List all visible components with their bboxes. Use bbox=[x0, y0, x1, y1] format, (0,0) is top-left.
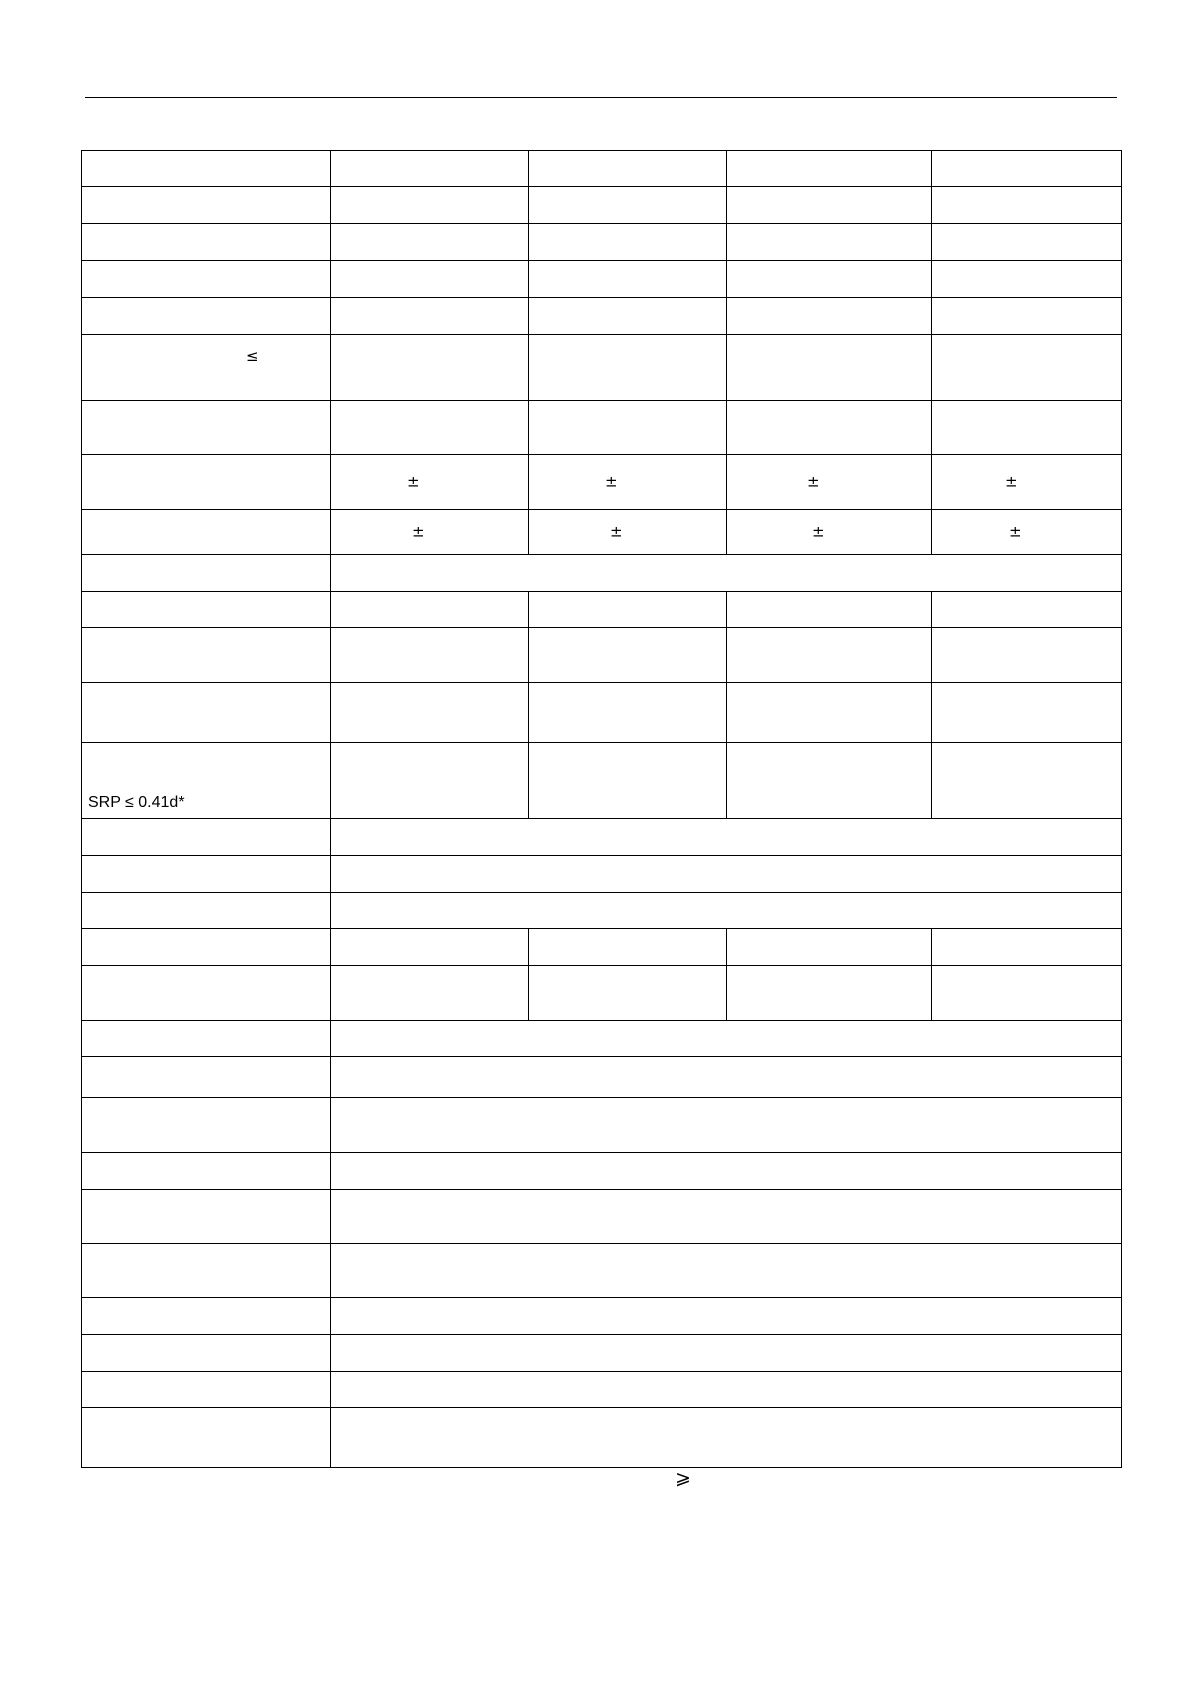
table-cell bbox=[932, 151, 1122, 187]
table-row bbox=[82, 856, 1122, 893]
table-cell bbox=[331, 510, 529, 555]
table-cell bbox=[932, 261, 1122, 298]
srp-condition-label: SRP ≤ 0.41d* bbox=[88, 794, 185, 811]
table-cell bbox=[331, 819, 1122, 856]
table-cell bbox=[932, 224, 1122, 261]
specification-table bbox=[81, 150, 1122, 1468]
table-cell bbox=[82, 1098, 331, 1153]
table-cell bbox=[331, 151, 529, 187]
table-cell bbox=[331, 929, 529, 966]
table-row bbox=[82, 1153, 1122, 1190]
table-cell bbox=[932, 335, 1122, 401]
table-cell bbox=[82, 401, 331, 455]
table-cell bbox=[82, 1372, 331, 1408]
table-row bbox=[82, 298, 1122, 335]
table-cell bbox=[529, 743, 727, 819]
plus-minus-symbol: ± bbox=[412, 522, 425, 541]
table-cell bbox=[932, 298, 1122, 335]
table-row bbox=[82, 683, 1122, 743]
table-cell bbox=[82, 261, 331, 298]
plus-minus-symbol: ± bbox=[807, 472, 820, 491]
table-cell bbox=[82, 1057, 331, 1098]
table-row bbox=[82, 819, 1122, 856]
table-cell bbox=[727, 298, 932, 335]
table-cell bbox=[331, 1372, 1122, 1408]
table-cell bbox=[727, 628, 932, 683]
table-cell bbox=[529, 187, 727, 224]
table-cell bbox=[932, 929, 1122, 966]
table-cell bbox=[331, 1335, 1122, 1372]
table-cell bbox=[727, 335, 932, 401]
table-cell bbox=[727, 929, 932, 966]
table-cell bbox=[529, 683, 727, 743]
table-cell bbox=[727, 743, 932, 819]
table-cell bbox=[932, 628, 1122, 683]
table-cell bbox=[727, 261, 932, 298]
table-row bbox=[82, 510, 1122, 555]
table-row bbox=[82, 743, 1122, 819]
plus-minus-symbol: ± bbox=[812, 522, 825, 541]
table-row bbox=[82, 1057, 1122, 1098]
table-cell bbox=[727, 455, 932, 510]
table-row bbox=[82, 1372, 1122, 1408]
table-row bbox=[82, 966, 1122, 1021]
table-cell bbox=[331, 966, 529, 1021]
table-cell bbox=[932, 743, 1122, 819]
table-cell bbox=[331, 856, 1122, 893]
table-cell bbox=[82, 298, 331, 335]
less-equal-symbol: ≤ bbox=[246, 347, 259, 365]
table-cell bbox=[331, 1021, 1122, 1057]
table-row bbox=[82, 261, 1122, 298]
plus-minus-symbol: ± bbox=[407, 472, 420, 491]
table-cell bbox=[331, 1153, 1122, 1190]
table-cell bbox=[529, 335, 727, 401]
table-cell bbox=[331, 1298, 1122, 1335]
table-cell bbox=[727, 510, 932, 555]
table-cell bbox=[82, 510, 331, 555]
table-cell bbox=[82, 592, 331, 628]
table-cell bbox=[331, 893, 1122, 929]
table-row bbox=[82, 151, 1122, 187]
table-cell bbox=[331, 743, 529, 819]
table-cell bbox=[331, 628, 529, 683]
table-cell bbox=[529, 592, 727, 628]
table-cell bbox=[932, 401, 1122, 455]
plus-minus-symbol: ± bbox=[610, 522, 623, 541]
table-cell bbox=[727, 683, 932, 743]
table-cell bbox=[331, 1190, 1122, 1244]
table-row bbox=[82, 1408, 1122, 1468]
table-cell bbox=[529, 298, 727, 335]
table-row bbox=[82, 1298, 1122, 1335]
table-row bbox=[82, 1021, 1122, 1057]
table-cell bbox=[331, 1408, 1122, 1468]
table-cell bbox=[82, 335, 331, 401]
table-cell bbox=[82, 1190, 331, 1244]
table-cell bbox=[82, 683, 331, 743]
table-cell bbox=[331, 187, 529, 224]
table-row bbox=[82, 1244, 1122, 1298]
table-cell bbox=[727, 224, 932, 261]
table-row bbox=[82, 555, 1122, 592]
table-row bbox=[82, 1335, 1122, 1372]
plus-minus-symbol: ± bbox=[1005, 472, 1018, 491]
table-cell bbox=[331, 335, 529, 401]
table-cell bbox=[529, 261, 727, 298]
table-cell bbox=[331, 1244, 1122, 1298]
table-cell bbox=[331, 401, 529, 455]
table-row bbox=[82, 893, 1122, 929]
table-cell bbox=[932, 683, 1122, 743]
table-cell bbox=[331, 455, 529, 510]
table-cell bbox=[82, 187, 331, 224]
plus-minus-symbol: ± bbox=[605, 472, 618, 491]
table-row bbox=[82, 401, 1122, 455]
table-cell bbox=[331, 298, 529, 335]
table-cell bbox=[82, 1298, 331, 1335]
table-cell bbox=[932, 966, 1122, 1021]
table-cell bbox=[82, 1021, 331, 1057]
table-cell bbox=[82, 819, 331, 856]
table-cell bbox=[529, 224, 727, 261]
table-cell bbox=[82, 1335, 331, 1372]
table-cell bbox=[82, 1244, 331, 1298]
table-cell bbox=[932, 510, 1122, 555]
table-cell bbox=[727, 151, 932, 187]
table-cell bbox=[529, 929, 727, 966]
table-cell bbox=[82, 151, 331, 187]
table-cell bbox=[331, 592, 529, 628]
table-cell bbox=[331, 261, 529, 298]
table-cell bbox=[331, 683, 529, 743]
table-row bbox=[82, 592, 1122, 628]
table-cell bbox=[82, 929, 331, 966]
table-cell bbox=[529, 455, 727, 510]
table-cell bbox=[82, 555, 331, 592]
table-row bbox=[82, 335, 1122, 401]
table-cell bbox=[529, 628, 727, 683]
table-cell bbox=[82, 1408, 331, 1468]
table-row bbox=[82, 1190, 1122, 1244]
table-cell bbox=[82, 628, 331, 683]
table-row bbox=[82, 224, 1122, 261]
plus-minus-symbol: ± bbox=[1009, 522, 1022, 541]
table-cell bbox=[727, 401, 932, 455]
footnote-greater-equal-symbol: ⩾ bbox=[675, 1467, 691, 1489]
table-cell bbox=[727, 592, 932, 628]
table-cell bbox=[82, 856, 331, 893]
table-row bbox=[82, 1098, 1122, 1153]
table-cell bbox=[932, 187, 1122, 224]
table-cell bbox=[82, 1153, 331, 1190]
table-cell bbox=[331, 224, 529, 261]
table-cell bbox=[727, 187, 932, 224]
table-cell bbox=[727, 966, 932, 1021]
table-cell bbox=[529, 401, 727, 455]
table-cell bbox=[529, 151, 727, 187]
table-cell bbox=[932, 592, 1122, 628]
table-row bbox=[82, 187, 1122, 224]
table-row bbox=[82, 628, 1122, 683]
table-cell bbox=[82, 893, 331, 929]
table-cell bbox=[82, 743, 331, 819]
table-cell bbox=[82, 455, 331, 510]
table-cell bbox=[331, 1098, 1122, 1153]
table-cell bbox=[529, 966, 727, 1021]
table-cell bbox=[932, 455, 1122, 510]
table-cell bbox=[331, 1057, 1122, 1098]
table-row bbox=[82, 455, 1122, 510]
table-cell bbox=[82, 966, 331, 1021]
table-cell bbox=[331, 555, 1122, 592]
table-row bbox=[82, 929, 1122, 966]
table-cell bbox=[529, 510, 727, 555]
table-cell bbox=[82, 224, 331, 261]
header-rule bbox=[85, 97, 1117, 98]
